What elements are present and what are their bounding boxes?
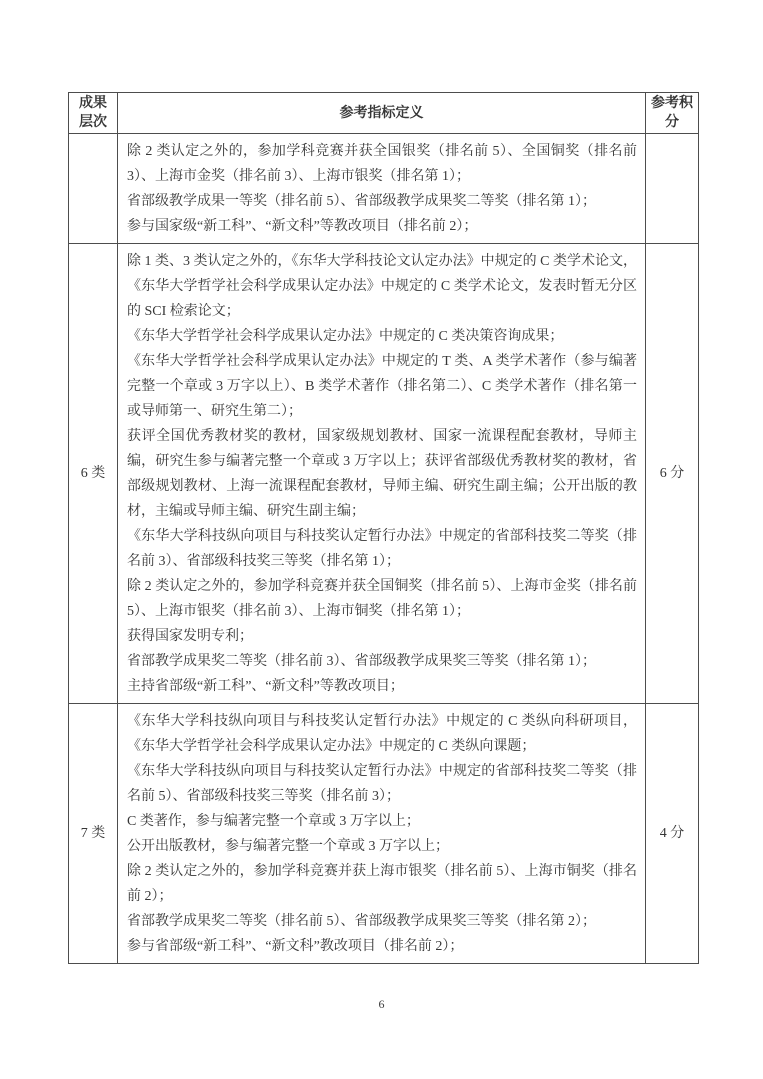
- definition-item: 省部教学成果奖二等奖（排名前 5）、省部级教学成果奖三等奖（排名第 2）；: [127, 914, 596, 929]
- definition-item: 除 2 类认定之外的，参加学科竞赛并获全国铜奖（排名前 5）、上海市金奖（排名前 5）、上海市银奖（排名前 3）、上海市铜奖（排名第 1）；: [127, 579, 637, 619]
- definition-item: 公开出版教材，参与编著完整一个章或 3 万字以上；: [127, 839, 449, 854]
- points-cell: 4 分: [646, 704, 699, 964]
- definition-item: 除 1 类、3 类认定之外的，《东华大学科技论文认定办法》中规定的 C 类学术论文，《东华大学哲学社会科学成果认定办法》中规定的 C 类学术论文，发表时暂无分区的 SCI 检索论文；: [127, 254, 637, 319]
- col-header-level: 成果层次: [69, 93, 118, 134]
- points-cell: [646, 134, 699, 244]
- col-header-definition: 参考指标定义: [118, 93, 646, 134]
- definition-item: 参与省部级“新工科”、“新文科”教改项目（排名前 2）；: [127, 939, 464, 954]
- definition-item: 《东华大学科技纵向项目与科技奖认定暂行办法》中规定的 C 类纵向科研项目，《东华大学哲学社会科学成果认定办法》中规定的 C 类纵向课题；: [127, 714, 637, 754]
- definition-item: 省部教学成果奖二等奖（排名前 3）、省部级教学成果奖三等奖（排名第 1）；: [127, 654, 596, 669]
- definition-cell: [118, 134, 646, 244]
- points-cell: 6 分: [646, 244, 699, 704]
- definition-item: 《东华大学哲学社会科学成果认定办法》中规定的 C 类决策咨询成果；: [127, 329, 564, 344]
- table-row-continuation: [69, 134, 699, 244]
- definition-cell: [118, 704, 646, 964]
- definition-item: 参与国家级“新工科”、“新文科”等教改项目（排名前 2）；: [127, 219, 478, 234]
- level-cell: 7 类: [69, 704, 118, 964]
- definition-item: 获得国家发明专利；: [127, 629, 253, 644]
- level-cell: 6 类: [69, 244, 118, 704]
- table-row-level-7: [69, 704, 699, 964]
- definition-item: 除 2 类认定之外的，参加学科竞赛并获上海市银奖（排名前 5）、上海市铜奖（排名前 2）；: [127, 864, 637, 904]
- page-number: 6: [378, 997, 385, 1011]
- definition-item: 《东华大学哲学社会科学成果认定办法》中规定的 T 类、A 类学术著作（参与编著完整一个章或 3 万字以上）、B 类学术著作（排名第二）、C 类学术著作（排名第一或导师第一、研究生第二）；: [127, 354, 637, 419]
- col-header-points: 参考积分: [646, 93, 699, 134]
- definition-cell: [118, 244, 646, 704]
- definition-item: 除 2 类认定之外的，参加学科竞赛并获全国银奖（排名前 5）、全国铜奖（排名前 3）、上海市金奖（排名前 3）、上海市银奖（排名第 1）；: [127, 144, 637, 184]
- table-row-level-6: [69, 244, 699, 704]
- definition-item: 《东华大学科技纵向项目与科技奖认定暂行办法》中规定的省部科技奖二等奖（排名前 5）、省部级科技奖三等奖（排名前 3）；: [127, 764, 637, 804]
- table-header-row: [69, 93, 699, 134]
- definition-item: 获评全国优秀教材奖的教材，国家级规划教材、国家一流课程配套教材，导师主编，研究生参与编著完整一个章或 3 万字以上；获评省部级优秀教材奖的教材，省部级规划教材、上海一流课程配套教材，导师主编、研究生副主编；公开出版的教材，主编或导师主编、研究生副主编；: [127, 429, 637, 519]
- definition-item: C 类著作，参与编著完整一个章或 3 万字以上；: [127, 814, 420, 829]
- definition-item: 省部级教学成果一等奖（排名前 5）、省部级教学成果奖二等奖（排名第 1）；: [127, 194, 596, 209]
- definition-item: 主持省部级“新工科”、“新文科”等教改项目；: [127, 679, 404, 694]
- level-cell: [69, 134, 118, 244]
- definition-item: 《东华大学科技纵向项目与科技奖认定暂行办法》中规定的省部科技奖二等奖（排名前 3）、省部级科技奖三等奖（排名第 1）；: [127, 529, 637, 569]
- achievement-table: [68, 92, 699, 964]
